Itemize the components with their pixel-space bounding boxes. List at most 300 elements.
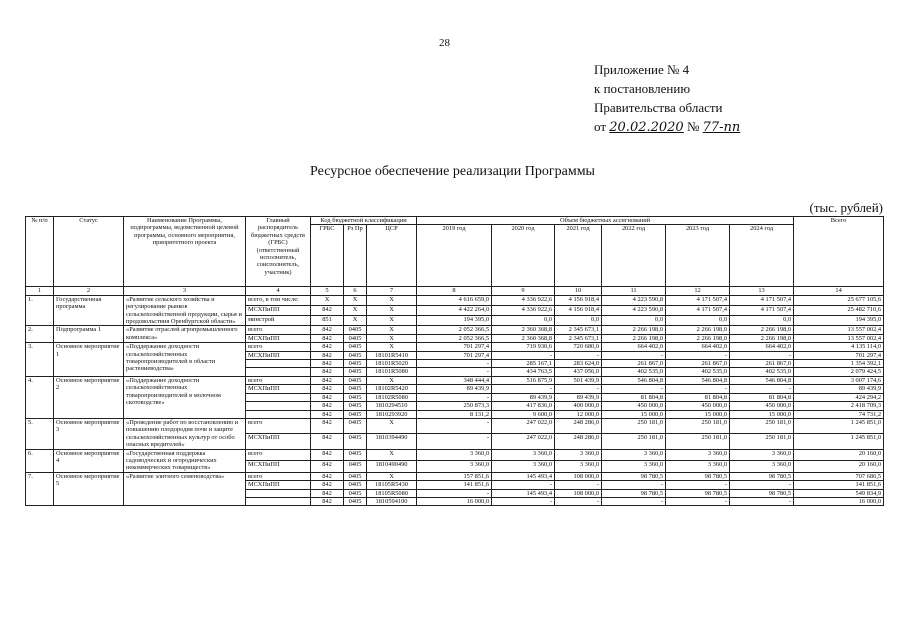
row-rzpr: 0405 — [344, 472, 367, 480]
row-value: 3 360,0 — [555, 461, 602, 473]
table-row — [26, 449, 884, 461]
column-number-cell: 9 — [492, 287, 555, 295]
row-value: 3 360,0 — [666, 461, 730, 473]
row-value: 13 557 002,4 — [794, 326, 884, 334]
row-name: «Развитие сельского хозяйства и регулирование рынков сельскохозяйственной продукции, сырья и продовольствия Оренбургской области» — [124, 295, 246, 326]
row-value: 701 297,4 — [794, 351, 884, 359]
header-year: 2022 год — [602, 225, 666, 287]
row-value: 664 402,0 — [730, 343, 794, 351]
row-csr: 18101R5080 — [367, 368, 417, 376]
row-value: 15 000,0 — [666, 410, 730, 418]
row-value: 402 535,0 — [602, 368, 666, 376]
row-value: 3 360,0 — [602, 449, 666, 461]
row-value: 0,0 — [730, 316, 794, 326]
row-value: 145 493,4 — [492, 489, 555, 497]
row-value: 3 360,0 — [602, 461, 666, 473]
row-csr: X — [367, 376, 417, 384]
row-value: 4 171 507,4 — [666, 295, 730, 305]
table-row — [26, 326, 884, 334]
decree-number: 77-пп — [702, 120, 741, 135]
row-admin: всего — [246, 472, 311, 480]
row-rzpr: 0405 — [344, 418, 367, 433]
row-value: 701 297,4 — [417, 351, 492, 359]
row-value: 450 000,0 — [730, 402, 794, 410]
row-value: 2 266 198,0 — [602, 334, 666, 342]
row-value: 74 731,2 — [794, 410, 884, 418]
date-prefix: от — [594, 119, 607, 134]
row-value: 98 780,5 — [730, 472, 794, 480]
row-value: - — [492, 481, 555, 489]
row-value: 4 336 922,6 — [492, 306, 555, 316]
row-value: 16 000,0 — [417, 497, 492, 505]
row-value: - — [417, 360, 492, 368]
row-csr: 1810293920 — [367, 410, 417, 418]
row-value: - — [666, 481, 730, 489]
row-csr: X — [367, 334, 417, 342]
row-value: 1 245 851,0 — [794, 434, 884, 449]
row-value: - — [602, 351, 666, 359]
row-value: 248 286,0 — [555, 434, 602, 449]
column-number-cell: 2 — [54, 287, 124, 295]
row-value: 2 052 366,5 — [417, 326, 492, 334]
row-value: 516 875,9 — [492, 376, 555, 384]
column-number-cell: 14 — [794, 287, 884, 295]
row-value: 108 000,0 — [555, 472, 602, 480]
table-row — [26, 295, 884, 305]
row-csr: 1810594100 — [367, 497, 417, 505]
column-number-cell: 1 — [26, 287, 54, 295]
row-csr: X — [367, 316, 417, 326]
row-csr: X — [367, 418, 417, 433]
row-grbs: 842 — [311, 402, 344, 410]
row-value: 250 181,0 — [666, 418, 730, 433]
row-value: - — [417, 393, 492, 401]
row-value: 89 439,9 — [555, 393, 602, 401]
row-value: 424 294,2 — [794, 393, 884, 401]
row-admin: всего, в том числе: — [246, 295, 311, 305]
row-rzpr: 0405 — [344, 393, 367, 401]
row-value: 707 686,5 — [794, 472, 884, 480]
row-number: 2. — [26, 326, 54, 343]
row-name: «Развитие отраслей агропромышленного комплекса» — [124, 326, 246, 343]
header-no: № п/п — [26, 217, 54, 287]
row-value: 9 600,0 — [492, 410, 555, 418]
row-admin: всего — [246, 449, 311, 461]
row-value: 348 444,4 — [417, 376, 492, 384]
row-value: 248 286,0 — [555, 418, 602, 433]
row-value: 4 156 918,4 — [555, 306, 602, 316]
row-value: 98 780,5 — [666, 489, 730, 497]
row-value: 0,0 — [666, 316, 730, 326]
row-value: 3 360,0 — [417, 449, 492, 461]
table-row — [26, 472, 884, 480]
row-rzpr: 0405 — [344, 368, 367, 376]
header-total: Всего — [794, 217, 884, 287]
row-value: 2 345 673,1 — [555, 326, 602, 334]
row-admin: МСХПиПП — [246, 461, 311, 473]
row-csr: X — [367, 472, 417, 480]
row-value: 141 851,6 — [417, 481, 492, 489]
row-value: 15 000,0 — [602, 410, 666, 418]
row-status: Основное мероприятие 3 — [54, 418, 124, 449]
row-grbs: 842 — [311, 343, 344, 351]
row-admin — [246, 402, 311, 410]
row-value: 549 834,9 — [794, 489, 884, 497]
row-admin: МСХПиПП — [246, 351, 311, 359]
row-name: «Поддержание доходности сельскохозяйственных товаропроизводителей в молочном скотоводстве» — [124, 376, 246, 418]
row-rzpr: 0405 — [344, 385, 367, 393]
row-value: 3 360,0 — [730, 461, 794, 473]
header-year: 2020 год — [492, 225, 555, 287]
row-value: - — [666, 351, 730, 359]
row-value: 250 181,0 — [730, 418, 794, 433]
row-value: 2 345 673,1 — [555, 334, 602, 342]
row-value: - — [492, 497, 555, 505]
row-value: - — [602, 385, 666, 393]
row-admin — [246, 497, 311, 505]
row-number: 1. — [26, 295, 54, 326]
row-value: 2 266 198,0 — [730, 334, 794, 342]
row-value: 2 266 198,0 — [666, 334, 730, 342]
row-value: 1 354 392,1 — [794, 360, 884, 368]
row-value: - — [666, 385, 730, 393]
row-value: 3 360,0 — [492, 461, 555, 473]
row-value: 417 836,0 — [492, 402, 555, 410]
row-value: - — [602, 481, 666, 489]
row-value: 81 804,8 — [602, 393, 666, 401]
row-value: 2 266 198,0 — [730, 326, 794, 334]
row-rzpr: 0405 — [344, 481, 367, 489]
row-rzpr: 0405 — [344, 326, 367, 334]
row-value: 3 360,0 — [417, 461, 492, 473]
row-rzpr: 0405 — [344, 402, 367, 410]
row-value: 141 851,6 — [794, 481, 884, 489]
row-grbs: 842 — [311, 461, 344, 473]
units-label: (тыс. рублей) — [809, 200, 883, 215]
row-value: 4 336 922,6 — [492, 295, 555, 305]
row-value: 720 680,0 — [555, 343, 602, 351]
row-admin: МСХПиПП — [246, 334, 311, 342]
row-value: - — [555, 481, 602, 489]
row-csr: 1810294510 — [367, 402, 417, 410]
row-csr: 18105R5080 — [367, 489, 417, 497]
row-value: - — [417, 434, 492, 449]
row-value: 250 181,0 — [602, 434, 666, 449]
row-value: 4 171 507,4 — [730, 295, 794, 305]
row-value: 98 780,5 — [602, 472, 666, 480]
row-value: 81 804,8 — [666, 393, 730, 401]
row-csr: X — [367, 449, 417, 461]
row-admin: всего — [246, 376, 311, 384]
row-value: 3 360,0 — [492, 449, 555, 461]
row-value: 664 402,0 — [602, 343, 666, 351]
row-value: 247 022,0 — [492, 434, 555, 449]
row-admin: МСХПиПП — [246, 385, 311, 393]
column-number-cell: 6 — [344, 287, 367, 295]
header-year: 2019 год — [417, 225, 492, 287]
row-value: 1 245 851,0 — [794, 418, 884, 433]
row-grbs: 842 — [311, 393, 344, 401]
table-row — [26, 376, 884, 384]
row-admin — [246, 368, 311, 376]
row-value: - — [417, 489, 492, 497]
row-grbs: 842 — [311, 449, 344, 461]
row-rzpr: 0405 — [344, 461, 367, 473]
row-number: 6. — [26, 449, 54, 472]
appendix-line2: к постановлению — [594, 81, 691, 96]
row-rzpr: X — [344, 316, 367, 326]
row-admin: всего — [246, 343, 311, 351]
row-value: 4 223 590,8 — [602, 306, 666, 316]
row-value: - — [555, 351, 602, 359]
row-grbs: 842 — [311, 418, 344, 433]
row-value: 4 156 918,4 — [555, 295, 602, 305]
row-grbs: 842 — [311, 489, 344, 497]
row-value: 16 000,0 — [794, 497, 884, 505]
row-value: 2 266 198,0 — [602, 326, 666, 334]
row-value: 450 000,0 — [602, 402, 666, 410]
row-csr: 18102R5420 — [367, 385, 417, 393]
appendix-date-line — [594, 117, 740, 137]
row-value: 546 804,8 — [730, 376, 794, 384]
header-year: 2021 год — [555, 225, 602, 287]
row-value: 250 181,0 — [602, 418, 666, 433]
column-number-cell: 4 — [246, 287, 311, 295]
row-grbs: 842 — [311, 368, 344, 376]
page-number: 28 — [439, 37, 450, 49]
row-value: 98 780,5 — [666, 472, 730, 480]
row-value: 3 360,0 — [666, 449, 730, 461]
row-admin: МСХПиПП — [246, 306, 311, 316]
header-year: 2023 год — [666, 225, 730, 287]
row-value: - — [666, 497, 730, 505]
header-status: Статус — [54, 217, 124, 287]
row-admin — [246, 393, 311, 401]
row-grbs: 842 — [311, 376, 344, 384]
row-value: 12 000,0 — [555, 410, 602, 418]
row-csr: X — [367, 306, 417, 316]
row-value: 89 439,9 — [492, 393, 555, 401]
resource-table — [25, 216, 884, 506]
row-status: Подпрограмма 1 — [54, 326, 124, 343]
row-value: 0,0 — [555, 316, 602, 326]
row-value: 2 360 368,8 — [492, 326, 555, 334]
row-value: - — [730, 481, 794, 489]
row-grbs: 842 — [311, 481, 344, 489]
document-title: Ресурсное обеспечение реализации Программы — [310, 164, 595, 179]
row-value: 546 804,8 — [602, 376, 666, 384]
row-rzpr: X — [344, 295, 367, 305]
column-number-row — [26, 287, 884, 295]
row-value: 98 780,5 — [730, 489, 794, 497]
appendix-line1: Приложение № 4 — [594, 62, 690, 77]
row-value: 247 022,0 — [492, 418, 555, 433]
table-row — [26, 343, 884, 351]
row-value: 261 867,0 — [666, 360, 730, 368]
row-rzpr: X — [344, 306, 367, 316]
row-admin: минстрой — [246, 316, 311, 326]
row-value: 3 360,0 — [730, 449, 794, 461]
row-name: «Проведение работ по восстановлению и повышению плодородия почв и защите сельскохозяйственных культур от особо опасных вредителей» — [124, 418, 246, 449]
row-admin — [246, 489, 311, 497]
column-number-cell: 5 — [311, 287, 344, 295]
row-value: 13 557 002,4 — [794, 334, 884, 342]
row-csr: 18101R5020 — [367, 360, 417, 368]
row-value: 98 780,5 — [602, 489, 666, 497]
row-grbs: 842 — [311, 497, 344, 505]
row-value: - — [555, 385, 602, 393]
row-value: 89 439,9 — [794, 385, 884, 393]
row-value: 81 804,8 — [730, 393, 794, 401]
row-name: «Поддержание доходности сельскохозяйственных товаропроизводителей в области растениеводства» — [124, 343, 246, 377]
row-number: 4. — [26, 376, 54, 418]
row-number: 5. — [26, 418, 54, 449]
row-grbs: 842 — [311, 385, 344, 393]
row-csr: X — [367, 295, 417, 305]
row-value: 157 851,6 — [417, 472, 492, 480]
row-value: 400 000,0 — [555, 402, 602, 410]
row-csr: X — [367, 343, 417, 351]
row-value: 2 079 424,5 — [794, 368, 884, 376]
row-value: 402 535,0 — [730, 368, 794, 376]
row-value: 4 422 264,0 — [417, 306, 492, 316]
row-value: - — [730, 351, 794, 359]
row-grbs: 851 — [311, 316, 344, 326]
row-value: 719 930,6 — [492, 343, 555, 351]
row-rzpr: 0405 — [344, 360, 367, 368]
row-rzpr: 0405 — [344, 351, 367, 359]
row-admin — [246, 360, 311, 368]
row-value: 434 763,5 — [492, 368, 555, 376]
row-value: 25 482 710,6 — [794, 306, 884, 316]
row-value: 4 223 590,8 — [602, 295, 666, 305]
header-year: 2024 год — [730, 225, 794, 287]
row-value: 285 167,1 — [492, 360, 555, 368]
row-status: Основное мероприятие 4 — [54, 449, 124, 472]
row-value: 2 360 368,8 — [492, 334, 555, 342]
row-value: - — [602, 497, 666, 505]
header-csr: ЦСР — [367, 225, 417, 287]
column-number-cell: 7 — [367, 287, 417, 295]
row-value: - — [730, 497, 794, 505]
row-grbs: X — [311, 295, 344, 305]
appendix-line3: Правительства области — [594, 100, 723, 115]
column-number-cell: 13 — [730, 287, 794, 295]
row-rzpr: 0405 — [344, 489, 367, 497]
row-value: 4 135 114,0 — [794, 343, 884, 351]
row-status: Государственная программа — [54, 295, 124, 326]
row-value: 194 395,0 — [794, 316, 884, 326]
row-value: - — [417, 418, 492, 433]
row-grbs: 842 — [311, 306, 344, 316]
row-value: 25 677 105,6 — [794, 295, 884, 305]
row-csr: 18105R5430 — [367, 481, 417, 489]
row-csr: X — [367, 326, 417, 334]
row-value: 2 052 366,5 — [417, 334, 492, 342]
header-row-1 — [26, 217, 884, 225]
row-number: 7. — [26, 472, 54, 506]
header-code-group: Код бюджетной классификации — [311, 217, 417, 225]
row-value: - — [492, 385, 555, 393]
row-rzpr: 0405 — [344, 334, 367, 342]
row-rzpr: 0405 — [344, 497, 367, 505]
row-value: 15 000,0 — [730, 410, 794, 418]
row-value: 2 418 709,3 — [794, 402, 884, 410]
row-grbs: 842 — [311, 472, 344, 480]
row-value: 0,0 — [492, 316, 555, 326]
row-value: 283 624,0 — [555, 360, 602, 368]
row-value: 4 616 659,0 — [417, 295, 492, 305]
row-value: 261 867,0 — [602, 360, 666, 368]
row-value: 20 160,0 — [794, 449, 884, 461]
row-name: «Развитие элитного семеноводства» — [124, 472, 246, 506]
row-grbs: 842 — [311, 351, 344, 359]
row-admin — [246, 410, 311, 418]
row-value: 0,0 — [602, 316, 666, 326]
row-value: 194 395,0 — [417, 316, 492, 326]
column-number-cell: 8 — [417, 287, 492, 295]
row-csr: 18102R5080 — [367, 393, 417, 401]
row-grbs: 842 — [311, 326, 344, 334]
row-rzpr: 0405 — [344, 434, 367, 449]
table-body — [26, 295, 884, 506]
row-value: 402 535,0 — [666, 368, 730, 376]
header-rzpr: Рз Пр — [344, 225, 367, 287]
row-value: 701 297,4 — [417, 343, 492, 351]
row-value: 8 131,2 — [417, 410, 492, 418]
row-number: 3. — [26, 343, 54, 377]
row-value: 4 171 507,4 — [730, 306, 794, 316]
row-admin: всего — [246, 418, 311, 433]
row-admin: МСХПиПП — [246, 434, 311, 449]
row-value: 261 867,0 — [730, 360, 794, 368]
row-value: 250 181,0 — [730, 434, 794, 449]
header-grbs: ГРБС — [311, 225, 344, 287]
row-value: - — [730, 385, 794, 393]
row-status: Основное мероприятие 5 — [54, 472, 124, 506]
row-value: 437 056,0 — [555, 368, 602, 376]
row-value: 664 402,0 — [666, 343, 730, 351]
row-value: 250 873,3 — [417, 402, 492, 410]
row-value: 89 439,9 — [417, 385, 492, 393]
row-value: 450 000,0 — [666, 402, 730, 410]
row-admin: всего — [246, 326, 311, 334]
row-value: 4 171 507,4 — [666, 306, 730, 316]
row-value: - — [417, 368, 492, 376]
column-number-cell: 11 — [602, 287, 666, 295]
column-number-cell: 10 — [555, 287, 602, 295]
number-prefix: № — [686, 119, 700, 134]
row-admin: МСХПиПП — [246, 481, 311, 489]
row-rzpr: 0405 — [344, 449, 367, 461]
row-csr: 1810490490 — [367, 461, 417, 473]
row-name: «Государственная поддержка садоводческих и огороднических некоммерческих товариществ» — [124, 449, 246, 472]
row-value: 145 493,4 — [492, 472, 555, 480]
row-value: - — [555, 497, 602, 505]
row-value: 3 360,0 — [555, 449, 602, 461]
row-rzpr: 0405 — [344, 343, 367, 351]
row-grbs: 842 — [311, 410, 344, 418]
row-value: 20 160,0 — [794, 461, 884, 473]
appendix-block — [594, 60, 740, 137]
row-grbs: 842 — [311, 334, 344, 342]
row-status: Основное мероприятие 1 — [54, 343, 124, 377]
row-value: 250 181,0 — [666, 434, 730, 449]
row-rzpr: 0405 — [344, 410, 367, 418]
row-value: 2 266 198,0 — [666, 326, 730, 334]
header-volume-group: Объем бюджетных ассигнований — [417, 217, 794, 225]
decree-date: 20.02.2020 — [609, 120, 684, 135]
